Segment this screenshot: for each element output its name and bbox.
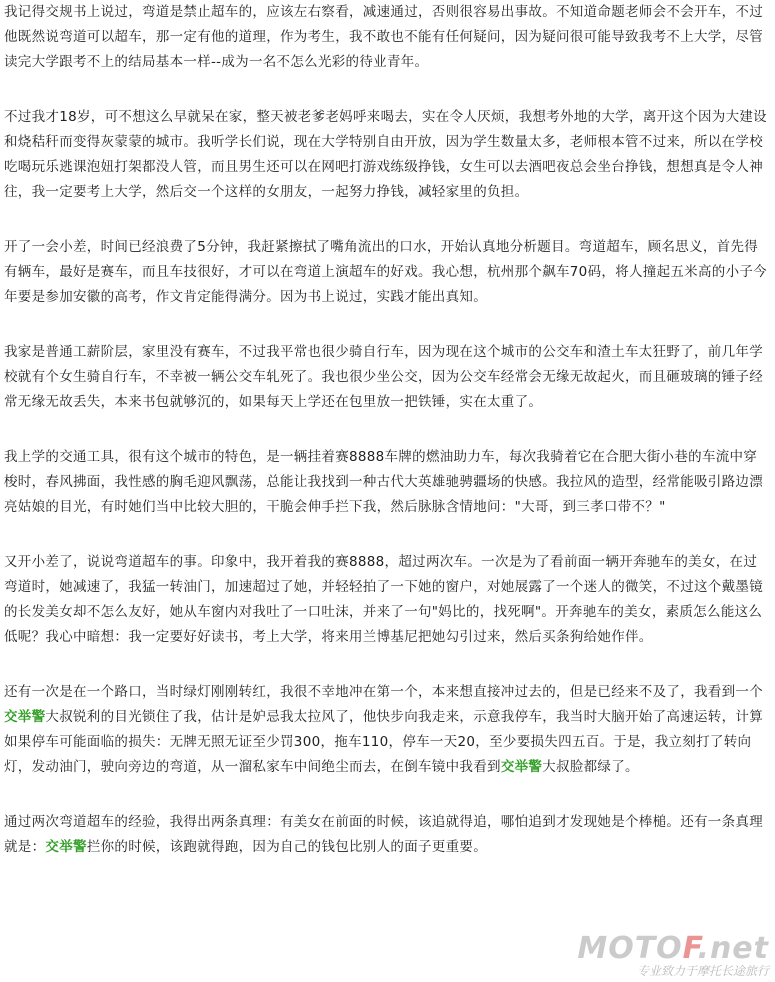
paragraph (4, 340, 768, 415)
highlighted-keyword: 交举警 (500, 759, 543, 775)
paragraph-text: 通过两次弯道超车的经验，我得出两条真理：有美女在前面的时候，该追就得追，哪怕追到才发现她是个棒槌。还有一条真理就是： (4, 814, 763, 855)
paragraph-text: 拦你的时候，该跑就得跑，因为自己的钱包比别人的面子更重要。 (86, 839, 488, 855)
paragraph (4, 105, 768, 205)
paragraph (4, 445, 768, 520)
paragraph-text: 又开小差了，说说弯道超车的事。印象中，我开着我的赛8888，超过两次车。一次是为了看前面一辆开奔驰车的美女，在过弯道时，她减速了，我猛一转油门，加速超过了她，并轻轻拍了一下她的窗户，对她展露了一个迷人的微笑，不过这个戴墨镜的长发美女却不怎么友好，她从车窗内对我吐了一口吐沫，并来了一句"妈比的，找死啊"。开奔驰车的美女，素质怎么能这么低呢？我心中暗想：我一定要好好读书，考上大学，将来用兰博基尼把她勾引过来，然后买条狗给她作伴。 (4, 554, 763, 645)
paragraph-text: 还有一次是在一个路口，当时绿灯刚刚转红，我很不幸地冲在第一个，本来想直接冲过去的，但是已经来不及了，我看到一个 (4, 684, 763, 700)
paragraph (4, 0, 768, 75)
paragraph (4, 235, 768, 310)
highlighted-keyword: 交举警 (4, 709, 46, 725)
highlighted-keyword: 交举警 (45, 839, 87, 855)
paragraph-text: 大叔脸都绿了。 (542, 759, 639, 775)
site-watermark (577, 931, 769, 978)
paragraph (4, 550, 768, 650)
paragraph-text: 我家是普通工薪阶层，家里没有赛车，不过我平常也很少骑自行车，因为现在这个城市的公交车和渣土车太狂野了，前几年学校就有个女生骑自行车，不幸被一辆公交车轧死了。我也很少坐公交，因为公交车经常会无缘无故起火，而且砸玻璃的锤子经常无缘无故丢失，本来书包就够沉的，如果每天上学还在包里放一把铁锤，实在太重了。 (4, 344, 763, 410)
watermark-tagline: 专业致力于摩托长途旅行 (636, 964, 769, 978)
paragraph (4, 810, 768, 860)
paragraph (4, 680, 768, 780)
paragraph-text: 我上学的交通工具，很有这个城市的特色，是一辆挂着赛8888车牌的燃油助力车，每次我骑着它在合肥大街小巷的车流中穿梭时，春风拂面，我性感的胸毛迎风飘荡，总能让我找到一种古代大英雄驰骋疆场的快感。我拉风的造型，经常能吸引路边漂亮姑娘的目光，有时她们当中比较大胆的，干脆会伸手拦下我，然后脉脉含情地问："大哥，到三孝口带不？" (4, 449, 763, 515)
watermark-logo: MOTOF.net (577, 931, 769, 966)
paragraph-text: 不过我才18岁，可不想这么早就呆在家，整天被老爹老妈呼来喝去，实在令人厌烦，我想考外地的大学，离开这个因为大建设和烧秸秆而变得灰蒙蒙的城市。我听学长们说，现在大学特别自由开放，因为学生数量太多，老师根本管不过来，所以在学校吃喝玩乐逃课泡妞打架都没人管，而且男生还可以在网吧打游戏练级挣钱，女生可以去酒吧夜总会坐台挣钱，想想真是令人神往，我一定要考上大学，然后交一个这样的女朋友，一起努力挣钱，减轻家里的负担。 (4, 109, 767, 200)
paragraph-text: 大叔锐利的目光锁住了我，估计是妒忌我太拉风了，他快步向我走来，示意我停车，我当时大脑开始了高速运转，计算如果停车可能面临的损失：无牌无照无证至少罚300，拖车110，停车一天20，至少要损失四五百。于是，我立刻打了转向灯，发动油门，驶向旁边的弯道，从一溜私家车中间绝尘而去，在倒车镜中我看到 (4, 709, 764, 775)
paragraph-text: 我记得交规书上说过，弯道是禁止超车的，应该左右察看，减速通过，否则很容易出事故。不知道命题老师会不会开车，不过他既然说弯道可以超车，那一定有他的道理，作为考生，我不敢也不能有任何疑问，因为疑问很可能导致我考不上大学，尽管读完大学跟考不上的结局基本一样--成为一名不怎么光彩的待业青年。 (4, 4, 763, 70)
article-body (4, 0, 768, 890)
paragraph-text: 开了一会小差，时间已经浪费了5分钟，我赶紧擦拭了嘴角流出的口水，开始认真地分析题目。弯道超车，顾名思义，首先得有辆车，最好是赛车，而且车技很好，才可以在弯道上演超车的好戏。我心想，杭州那个飙车70码，将人撞起五米高的小子今年要是参加安徽的高考，作文肯定能得满分。因为书上说过，实践才能出真知。 (4, 239, 767, 305)
